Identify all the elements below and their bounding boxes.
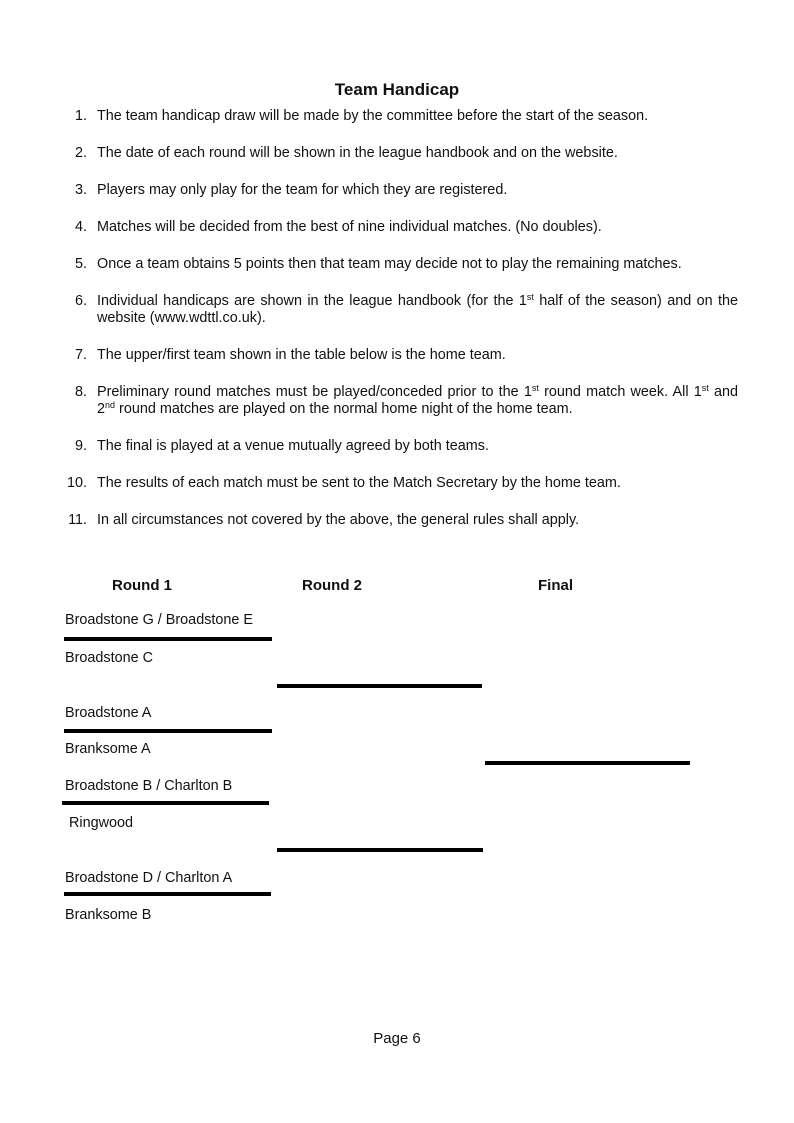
rule-item bbox=[65, 347, 738, 364]
rule-number: 3. bbox=[74, 182, 87, 198]
bracket-team: Broadstone G / Broadstone E bbox=[65, 612, 253, 628]
rule-item bbox=[65, 293, 738, 327]
rule-number: 2. bbox=[74, 145, 87, 161]
round1-match-line bbox=[62, 801, 269, 805]
ordinal-suffix: st bbox=[526, 292, 534, 302]
rule-item bbox=[65, 145, 738, 162]
rule-text bbox=[97, 384, 738, 417]
rule-number: 4. bbox=[74, 219, 87, 235]
bracket-team: Ringwood bbox=[69, 815, 133, 831]
bracket-team: Broadstone C bbox=[65, 650, 153, 666]
bracket-team: Broadstone A bbox=[65, 705, 152, 721]
rule-text: The results of each match must be sent to the Match Secretary by the home team. bbox=[97, 475, 621, 491]
round2-match-line bbox=[277, 848, 483, 852]
final-header: Final bbox=[538, 577, 574, 594]
rule-text: The team handicap draw will be made by the committee before the start of the season. bbox=[97, 108, 649, 124]
rule-number: 1. bbox=[74, 108, 87, 124]
rule-item bbox=[65, 384, 738, 418]
rule-item bbox=[65, 512, 738, 529]
round2-header: Round 2 bbox=[302, 577, 362, 594]
rule-number: 9. bbox=[74, 438, 87, 454]
rule-text bbox=[97, 293, 738, 326]
rule-item bbox=[65, 438, 738, 455]
bracket-team: Broadstone D / Charlton A bbox=[65, 870, 233, 886]
rule-number: 7. bbox=[74, 347, 87, 363]
round1-match-line bbox=[64, 729, 272, 733]
ordinal-suffix: st bbox=[531, 383, 539, 393]
rule-number: 5. bbox=[74, 256, 87, 272]
rule-item bbox=[65, 182, 738, 199]
final-match-line bbox=[485, 761, 690, 765]
rule-item bbox=[65, 256, 738, 273]
bracket-team: Branksome A bbox=[65, 741, 151, 757]
round1-match-line bbox=[64, 637, 272, 641]
round2-match-line bbox=[277, 684, 482, 688]
rule-text-part: Preliminary round matches must be played/conceded prior to the 1 bbox=[97, 384, 532, 400]
rule-number: 11. bbox=[68, 512, 87, 528]
rule-number: 6. bbox=[74, 293, 87, 309]
rule-text: Once a team obtains 5 points then that team may decide not to play the remaining matches. bbox=[97, 256, 682, 272]
rules-list bbox=[65, 108, 738, 549]
rule-text: Matches will be decided from the best of nine individual matches. (No doubles). bbox=[97, 219, 602, 235]
round1-match-line bbox=[64, 892, 271, 896]
rule-text-part: Individual handicaps are shown in the league handbook (for the 1 bbox=[97, 293, 527, 309]
ordinal-suffix: nd bbox=[105, 400, 116, 410]
rule-text-part: and 2 bbox=[97, 384, 739, 417]
bracket-team: Branksome B bbox=[65, 907, 152, 923]
rule-text-part: round matches are played on the normal home night of the home team. bbox=[115, 401, 573, 417]
bracket-team: Broadstone B / Charlton B bbox=[65, 778, 233, 794]
rule-text-part: half of the season) and on the website (www.wdttl.co.uk). bbox=[97, 293, 738, 326]
round1-header: Round 1 bbox=[112, 577, 172, 594]
page-title: Team Handicap bbox=[334, 80, 460, 99]
rule-number: 10. bbox=[66, 475, 87, 491]
rule-item bbox=[65, 219, 738, 236]
rule-text: Players may only play for the team for which they are registered. bbox=[97, 182, 508, 198]
rule-item bbox=[65, 475, 738, 492]
ordinal-suffix: st bbox=[701, 383, 709, 393]
rule-number: 8. bbox=[74, 384, 87, 400]
page-number: Page 6 bbox=[373, 1030, 421, 1047]
rule-text: The final is played at a venue mutually agreed by both teams. bbox=[97, 438, 489, 454]
rule-text-part: round match week. All 1 bbox=[538, 384, 702, 400]
rule-text: The upper/first team shown in the table below is the home team. bbox=[97, 347, 506, 363]
rule-text: In all circumstances not covered by the above, the general rules shall apply. bbox=[97, 512, 580, 528]
rule-item bbox=[65, 108, 738, 125]
rule-text: The date of each round will be shown in the league handbook and on the website. bbox=[97, 145, 618, 161]
